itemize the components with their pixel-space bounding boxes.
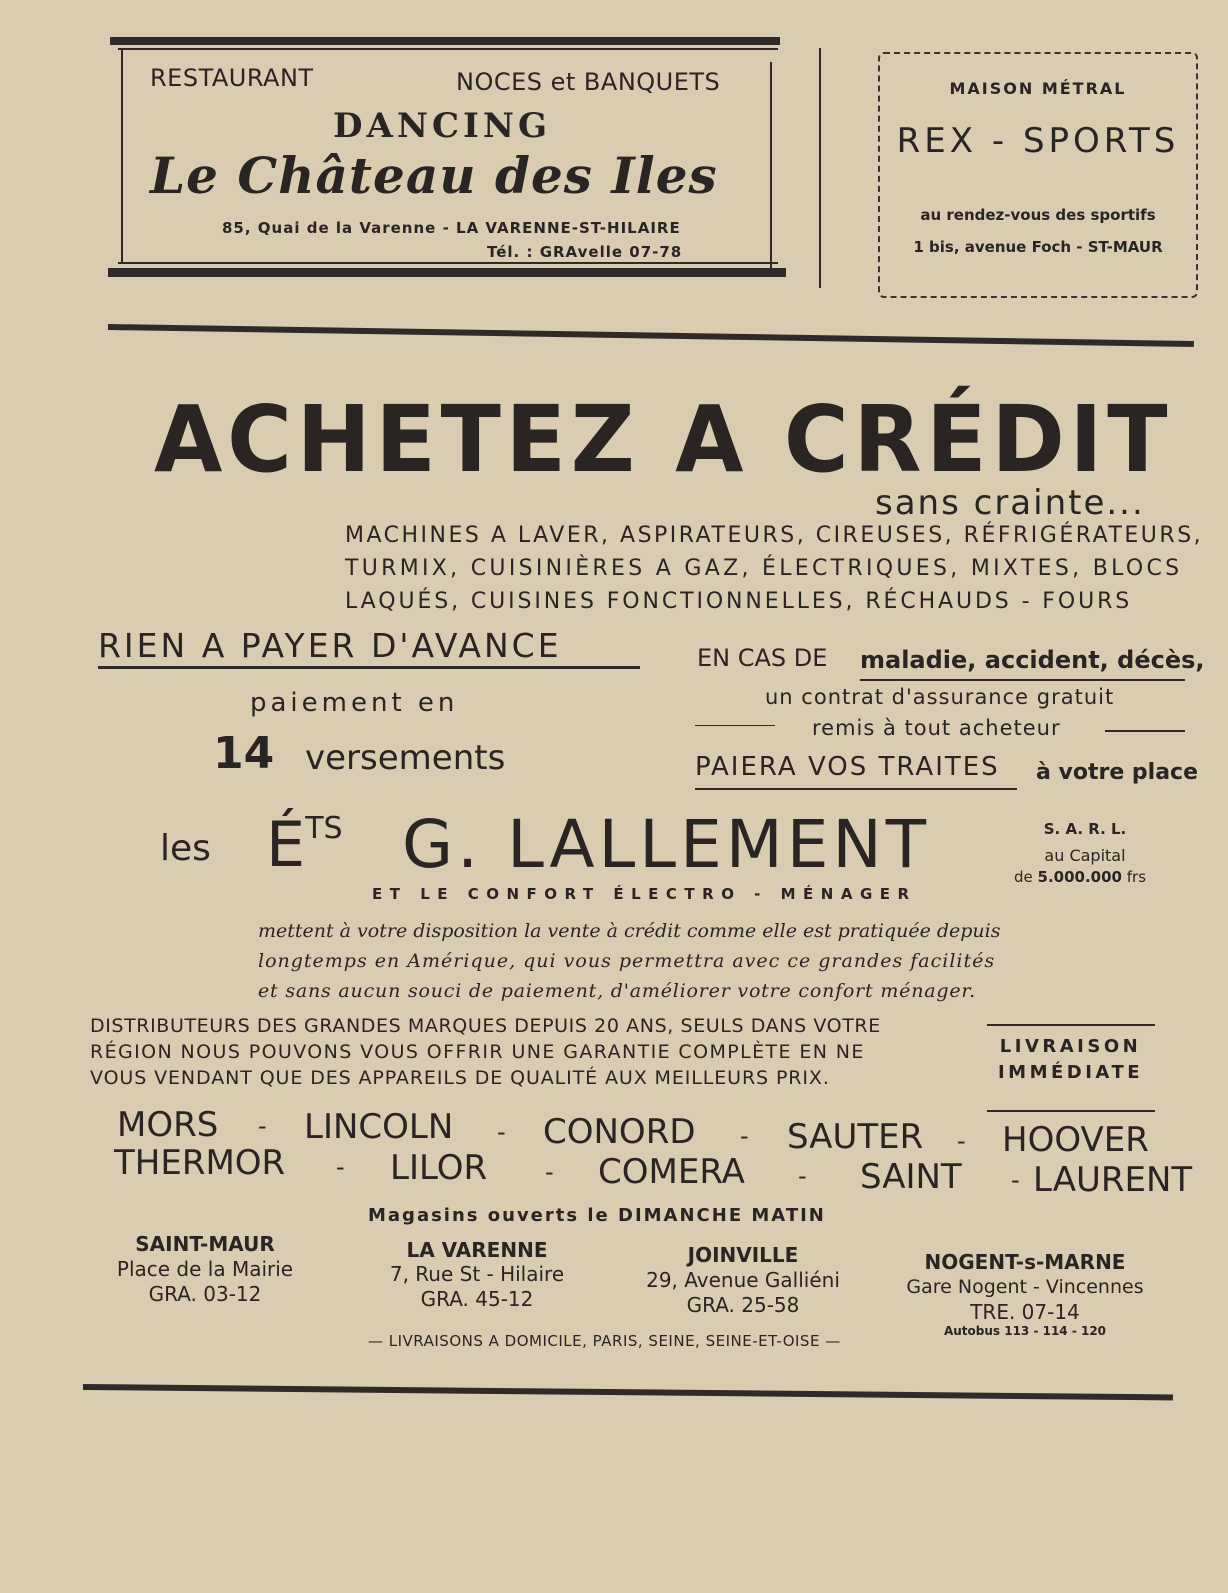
chateau-top-thin (118, 48, 778, 50)
livraisons-domicile: — LIVRAISONS A DOMICILE, PARIS, SEINE, SEINE-ET-OISE — (368, 1332, 841, 1350)
brand-sep: - (1011, 1166, 1020, 1194)
brand-sep: - (336, 1153, 345, 1181)
products-line-3: LAQUÉS, CUISINES FONCTIONNELLES, RÉCHAUDS - FOURS (345, 589, 1133, 614)
brand-sep: - (545, 1158, 554, 1186)
brand-sep: - (497, 1118, 506, 1146)
restaurant-label: RESTAURANT (150, 64, 314, 92)
brand-conord: CONORD (543, 1112, 696, 1152)
store-phone: GRA. 45-12 (420, 1287, 534, 1311)
top-separator (108, 324, 1194, 347)
bottom-separator (83, 1384, 1173, 1400)
store-town: SAINT-MAUR (135, 1232, 275, 1256)
insurance-dash-left (695, 725, 775, 726)
store-street: Place de la Mairie (116, 1257, 294, 1281)
rex-address: 1 bis, avenue Foch - ST-MAUR (913, 238, 1163, 256)
chateau-phone: Tél. : GRAvelle 07-78 (487, 243, 683, 261)
versements-word: versements (305, 738, 506, 778)
les-label: les (160, 828, 211, 869)
store-phone: GRA. 25-58 (686, 1293, 800, 1317)
ets-superscript: TS (305, 811, 343, 846)
risks: maladie, accident, décès, (860, 646, 1205, 674)
paiera-vos-traites: PAIERA VOS TRAITES (695, 752, 1000, 782)
description-line-2: longtemps en Amérique, qui vous permettra avec ce grandes facilités (258, 950, 996, 972)
brand-sep: - (798, 1162, 807, 1190)
brand-lilor: LILOR (390, 1148, 488, 1188)
chateau-left-border (121, 48, 123, 263)
company-name: G. LALLEMENT (402, 806, 931, 883)
brand-lincoln: LINCOLN (304, 1107, 454, 1147)
livraison-top-rule (987, 1024, 1155, 1026)
store-town: JOINVILLE (687, 1243, 799, 1267)
store-street: 7, Rue St - Hilaire (389, 1262, 565, 1286)
insurance-dash-right (1105, 730, 1185, 732)
distributeurs-line-2: RÉGION NOUS POUVONS VOUS OFFRIR UNE GARANTIE COMPLÈTE EN NE (90, 1041, 865, 1063)
chateau-right-border (770, 62, 772, 272)
maison-metral: MAISON MÉTRAL (949, 79, 1127, 98)
store-autobus: Autobus 113 - 114 - 120 (943, 1324, 1107, 1338)
distributeurs-line-1: DISTRIBUTEURS DES GRANDES MARQUES DEPUIS 20 ANS, SEULS DANS VOTRE (90, 1015, 881, 1037)
immediate-label: IMMÉDIATE (997, 1062, 1144, 1083)
brand-comera: COMERA (598, 1152, 745, 1192)
livraison-bottom-rule (987, 1110, 1155, 1112)
description-line-3: et sans aucun souci de paiement, d'améliorer votre confort ménager. (258, 980, 976, 1002)
products-line-2: TURMIX, CUISINIÈRES A GAZ, ÉLECTRIQUES, MIXTES, BLOCS (345, 556, 1183, 581)
rien-underline (98, 666, 640, 669)
magasins-ouverts: Magasins ouverts le DIMANCHE MATIN (368, 1205, 826, 1226)
ets-letter: É (266, 808, 306, 881)
capital-suffix: frs (1126, 868, 1147, 886)
rien-a-payer: RIEN A PAYER D'AVANCE (98, 626, 562, 665)
brand-thermor: THERMOR (114, 1143, 286, 1183)
brand-mors: MORS (117, 1105, 219, 1145)
en-cas-de: EN CAS DE (697, 644, 828, 672)
chateau-address: 85, Quai de la Varenne - LA VARENNE-ST-HILAIRE (222, 219, 681, 237)
sarl: S. A. R. L. (1043, 820, 1127, 838)
insurance-line-1: un contrat d'assurance gratuit (765, 685, 1115, 709)
insurance-line-2: remis à tout acheteur (812, 716, 1061, 740)
headline: ACHETEZ A CRÉDIT (154, 386, 1173, 493)
capital-amount-line (1014, 868, 1146, 886)
versements-number: 14 (213, 728, 275, 779)
ads-divider (819, 48, 821, 288)
brand-sep: - (957, 1127, 966, 1155)
capital-label: au Capital (1044, 846, 1126, 865)
dancing-label: DANCING (333, 106, 552, 146)
ets-label (266, 808, 343, 881)
brand-sauter: SAUTER (787, 1117, 924, 1157)
store-street: 29, Avenue Galliéni (646, 1268, 840, 1292)
votre-place: à votre place (1036, 760, 1199, 785)
noces-label: NOCES et BANQUETS (456, 68, 721, 96)
chateau-bottom-thin (118, 262, 778, 264)
confort-electro: ET LE CONFORT ÉLECTRO - MÉNAGER (372, 885, 917, 903)
store-town: LA VARENNE (406, 1238, 548, 1262)
livraison-label: LIVRAISON (999, 1036, 1142, 1057)
brand-hoover: HOOVER (1002, 1120, 1149, 1160)
description-line-1: mettent à votre disposition la vente à crédit comme elle est pratiquée depuis (258, 920, 1001, 942)
brand-sep: - (740, 1122, 749, 1150)
products-line-1: MACHINES A LAVER, ASPIRATEURS, CIREUSES, RÉFRIGÉRATEURS, (345, 523, 1204, 548)
paiera-underline (695, 788, 1017, 790)
store-town: NOGENT-s-MARNE (924, 1250, 1126, 1274)
store-street: Gare Nogent - Vincennes (906, 1276, 1144, 1298)
capital-prefix: de (1014, 868, 1033, 886)
subheadline: sans crainte... (875, 483, 1145, 523)
risks-underline (860, 679, 1185, 681)
rex-sports-title: REX - SPORTS (896, 121, 1180, 161)
chateau-name: Le Château des Iles (150, 146, 718, 205)
chateau-bottom-border (108, 268, 786, 277)
brand-saint: SAINT (860, 1157, 962, 1197)
store-phone: TRE. 07-14 (970, 1300, 1080, 1324)
paiement-en: paiement en (250, 688, 459, 718)
distributeurs-line-3: VOUS VENDANT QUE DES APPAREILS DE QUALITÉ AUX MEILLEURS PRIX. (90, 1067, 830, 1089)
chateau-top-border (110, 37, 780, 45)
rex-tagline: au rendez-vous des sportifs (920, 206, 1156, 224)
brand-laurent: LAURENT (1033, 1160, 1193, 1200)
brand-sep: - (258, 1112, 267, 1140)
capital-amount: 5.000.000 (1037, 868, 1122, 886)
store-phone: GRA. 03-12 (148, 1282, 262, 1306)
